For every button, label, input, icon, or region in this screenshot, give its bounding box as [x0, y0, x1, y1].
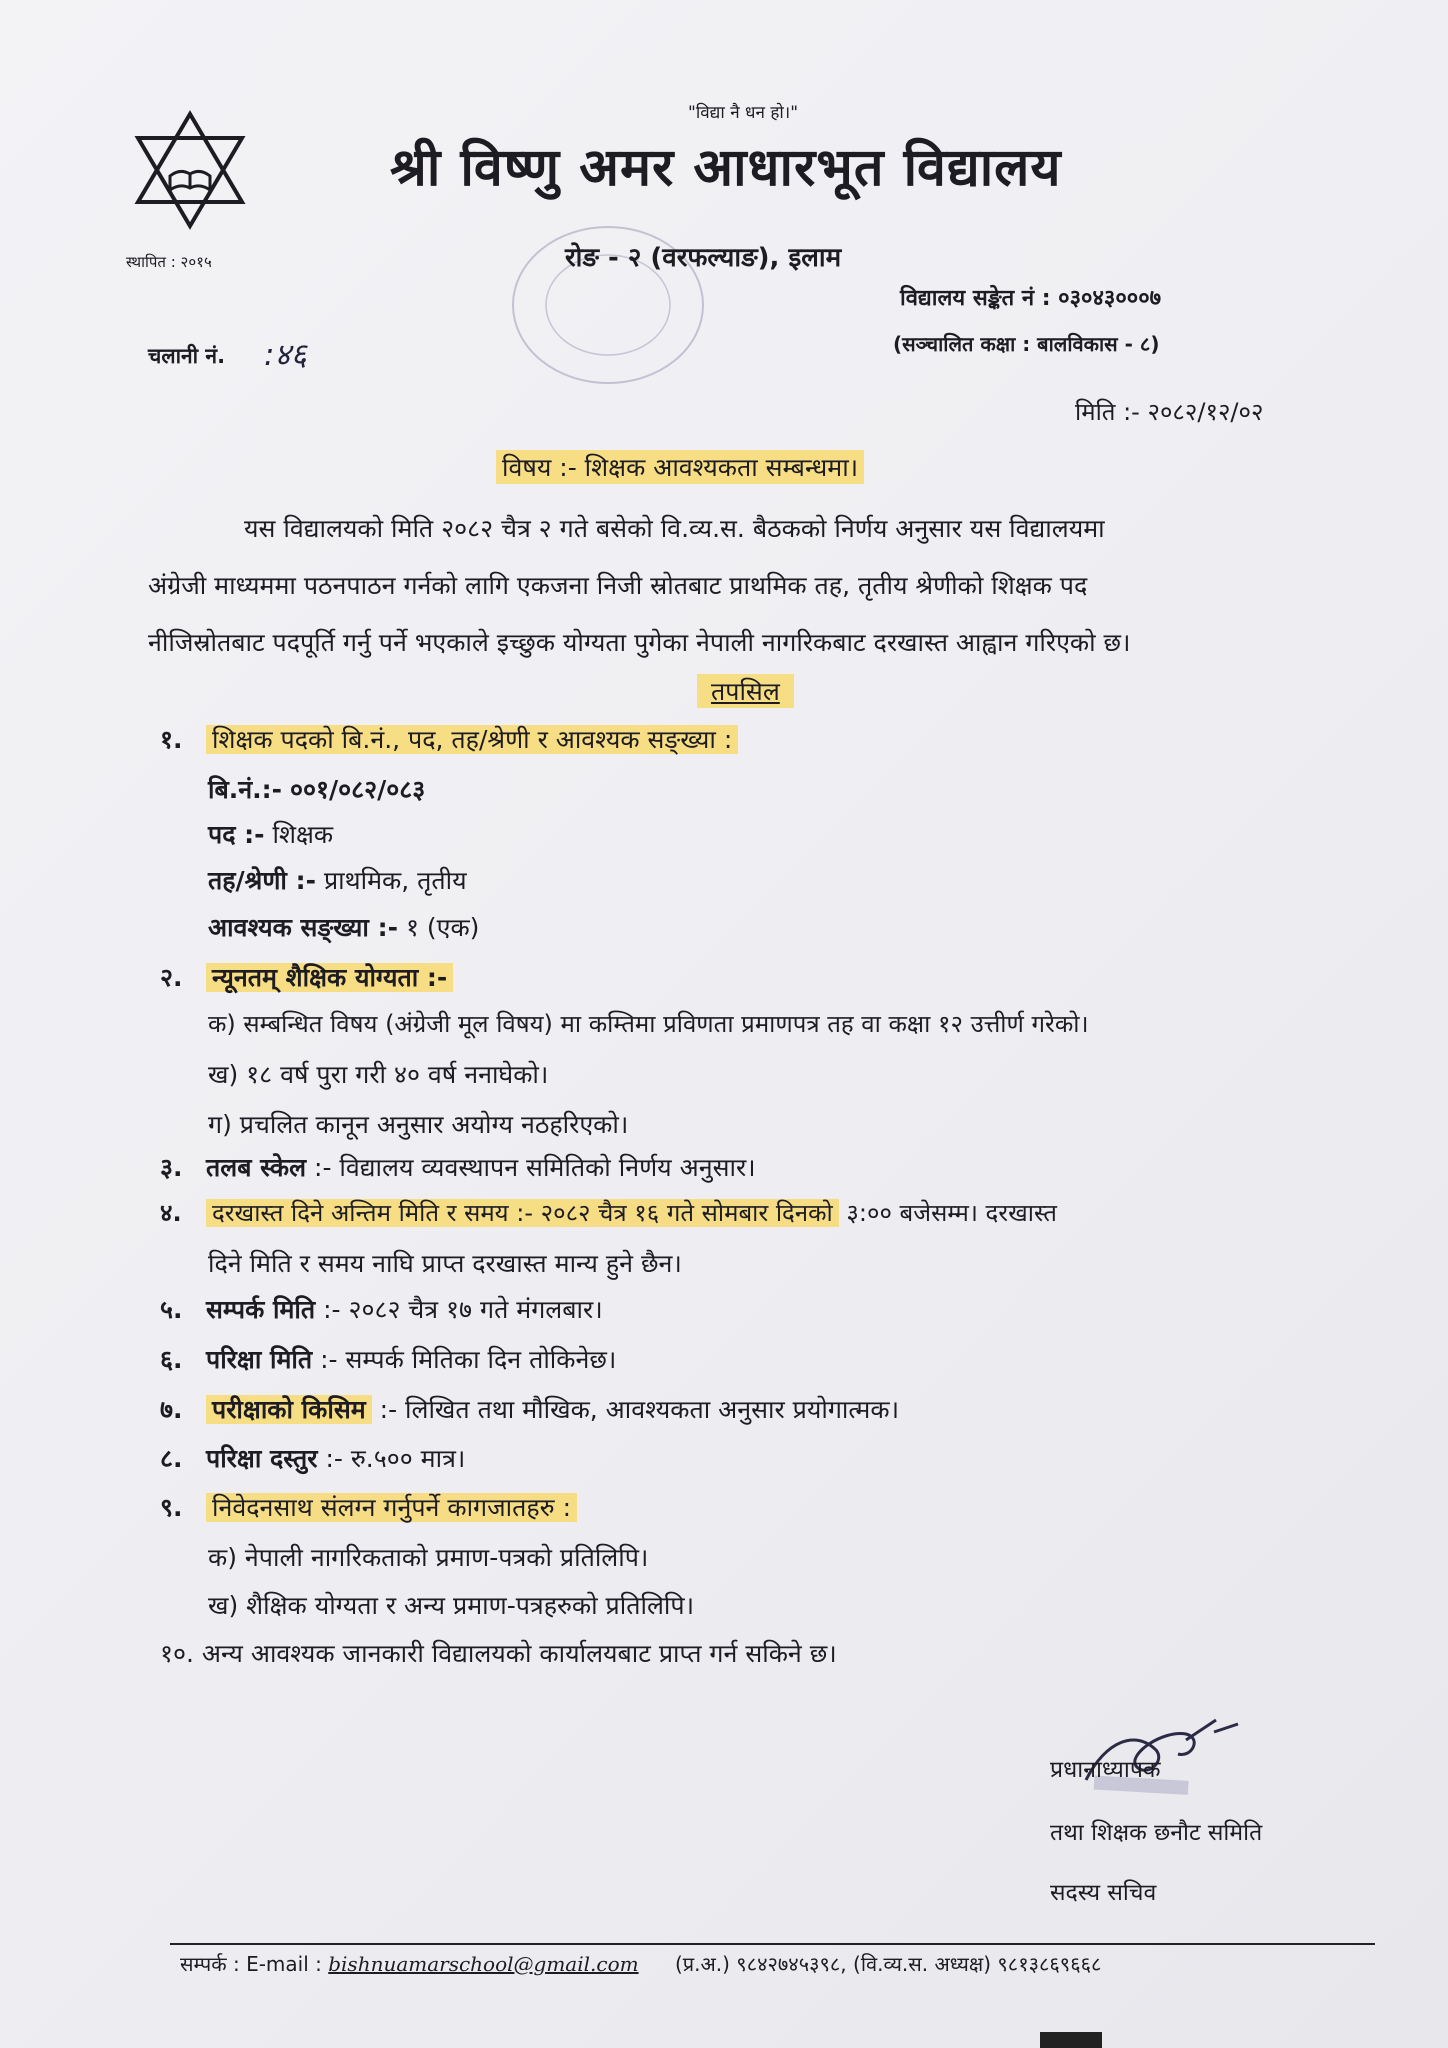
schedule-title: तपसिल	[697, 674, 794, 708]
item-number: १.	[160, 725, 183, 754]
field-label: बि.नं.:-	[208, 775, 282, 804]
item-7	[160, 1392, 899, 1426]
item-number: ८.	[160, 1444, 183, 1473]
signature-title: प्रधानाध्यापक	[1050, 1757, 1161, 1783]
item-9	[160, 1490, 577, 1524]
footer-divider	[170, 1943, 1375, 1945]
item-number: ९.	[160, 1493, 183, 1522]
item-text: :- विद्यालय व्यवस्थापन समितिको निर्णय अनुसार।	[314, 1153, 756, 1182]
item-label: तलब स्केल	[206, 1153, 307, 1182]
item-text: ३:०० बजेसम्म। दरखास्त	[846, 1199, 1057, 1227]
photo-edge-shadow	[1040, 2032, 1102, 2048]
item-text: :- रु.५०० मात्र।	[325, 1444, 466, 1473]
letter-date: मिति :- २०८२/१२/०२	[1075, 398, 1264, 426]
item-8	[160, 1441, 465, 1475]
signature-role: सदस्य सचिव	[1050, 1880, 1157, 1906]
item-number: ६.	[160, 1345, 183, 1374]
running-classes: (सञ्चालित कक्षा : बालविकास - ८)	[893, 332, 1160, 356]
dispatch-number-label: चलानी नं.	[148, 344, 226, 368]
dispatch-number: :४६	[264, 337, 307, 373]
item-label: सम्पर्क मिति	[206, 1295, 316, 1324]
field-value: शिक्षक	[272, 820, 334, 849]
field-label: पद :-	[208, 820, 265, 849]
contact-email: bishnuamarschool@gmail.com	[328, 1952, 639, 1976]
contact-phone-headteacher: (प्र.अ.) ९८४२७४५३९८,	[674, 1952, 847, 1976]
field-value: ००१/०८२/०८३	[289, 775, 426, 804]
item-2	[160, 960, 453, 994]
letter-body	[148, 500, 1338, 671]
contact-phone-chair: (वि.व्य.स. अध्यक्ष) ९८१३८६९६६८	[853, 1952, 1102, 1976]
field-value: प्राथमिक, तृतीय	[323, 866, 467, 895]
item-1-post	[208, 817, 333, 851]
school-emblem-icon	[120, 110, 260, 230]
item-4-continued: दिने मिति र समय नाघि प्राप्त दरखास्त मान्य हुने छैन।	[208, 1249, 682, 1278]
item-title: न्यूनतम् शैक्षिक योग्यता :-	[206, 963, 453, 992]
field-value: १ (एक)	[405, 913, 480, 942]
item-number: ५.	[160, 1295, 183, 1324]
item-number: ३.	[160, 1153, 183, 1182]
body-line: यस विद्यालयको मिति २०८२ चैत्र २ गते बसेको वि.व्य.स. बैठकको निर्णय अनुसार यस विद्यालयमा	[244, 514, 1105, 543]
letter-subject: विषय :- शिक्षक आवश्यकता सम्बन्धमा।	[496, 450, 864, 484]
body-line: नीजिस्रोतबाट पदपूर्ति गर्नु पर्ने भएकाले इच्छुक योग्यता पुगेका नेपाली नागरिकबाट दरखास्त आह्वान गरिएको छ।	[148, 628, 1131, 657]
item-text: :- सम्पर्क मितिका दिन तोकिनेछ।	[320, 1345, 617, 1374]
item-2-a: क) सम्बन्धित विषय (अंग्रेजी मूल विषय) मा कम्तिमा प्रविणता प्रमाणपत्र तह वा कक्षा १२ उत्तीर्ण गरेको।	[208, 1010, 1089, 1038]
item-number: ४.	[160, 1199, 182, 1227]
item-10: १०. अन्य आवश्यक जानकारी विद्यालयको कार्यालयबाट प्राप्त गर्न सकिने छ।	[160, 1639, 837, 1668]
contact-label: सम्पर्क : E-mail :	[180, 1952, 322, 1976]
item-9-a: क) नेपाली नागरिकताको प्रमाण-पत्रको प्रतिलिपि।	[208, 1543, 649, 1572]
item-label: दरखास्त दिने अन्तिम मिति र समय :- २०८२ चैत्र १६ गते सोमबार दिनको	[206, 1199, 839, 1227]
item-3	[160, 1150, 756, 1184]
item-2-b: ख) १८ वर्ष पुरा गरी ४० वर्ष ननाघेको।	[208, 1060, 549, 1089]
signature-committee: तथा शिक्षक छनौट समिति	[1050, 1820, 1263, 1846]
item-2-c: ग) प्रचलित कानून अनुसार अयोग्य नठहरिएको।	[208, 1110, 629, 1139]
contact-footer	[180, 1950, 1101, 1977]
item-1	[160, 722, 738, 756]
item-title: निवेदनसाथ संलग्न गर्नुपर्ने कागजातहरु :	[206, 1493, 577, 1522]
item-1-level	[208, 863, 467, 897]
item-4	[160, 1196, 1057, 1229]
item-label: परिक्षा दस्तुर	[206, 1444, 318, 1473]
school-code: विद्यालय सङ्केत नं : ०३०४३०००७	[900, 286, 1162, 311]
item-6	[160, 1342, 616, 1376]
item-9-b: ख) शैक्षिक योग्यता र अन्य प्रमाण-पत्रहरुको प्रतिलिपि।	[208, 1591, 695, 1620]
item-label: परीक्षाको किसिम	[206, 1395, 372, 1424]
item-number: ७.	[160, 1395, 183, 1424]
school-address: रोङ - २ (वरफल्याङ), इलाम	[565, 243, 842, 273]
item-text: :- २०८२ चैत्र १७ गते मंगलबार।	[323, 1295, 603, 1324]
item-1-ad-number	[208, 772, 425, 806]
established-year: स्थापित : २०१५	[126, 253, 212, 271]
field-label: तह/श्रेणी :-	[208, 866, 316, 895]
body-line: अंग्रेजी माध्यममा पठनपाठन गर्नको लागि एकजना निजी स्रोतबाट प्राथमिक तह, तृतीय श्रेणीको शिक्षक पद	[148, 571, 1088, 600]
field-label: आवश्यक सङ्ख्या :-	[208, 913, 398, 942]
school-motto: "विद्या नै धन हो।"	[688, 103, 799, 123]
item-1-count	[208, 910, 479, 944]
item-text: :- लिखित तथा मौखिक, आवश्यकता अनुसार प्रयोगात्मक।	[379, 1395, 900, 1424]
item-5	[160, 1292, 603, 1326]
item-number: २.	[160, 963, 183, 992]
item-title: शिक्षक पदको बि.नं., पद, तह/श्रेणी र आवश्यक सङ्ख्या :	[206, 725, 738, 754]
school-name: श्री विष्णु अमर आधारभूत विद्यालय	[390, 138, 1062, 198]
item-label: परिक्षा मिति	[206, 1345, 313, 1374]
